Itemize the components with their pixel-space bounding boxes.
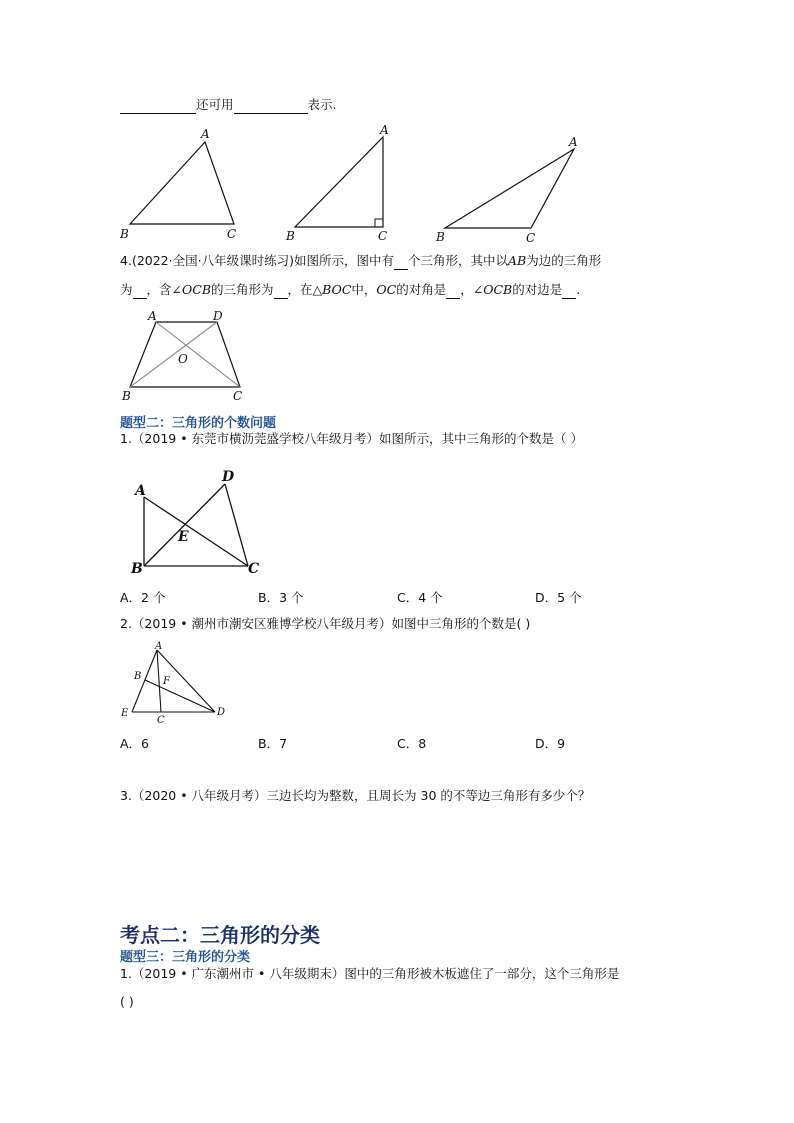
- option-a: A．6: [120, 736, 150, 751]
- label-d: D: [222, 469, 235, 485]
- label-a: A: [148, 309, 157, 323]
- label-c: C: [378, 229, 388, 243]
- label-b: B: [131, 561, 143, 577]
- option-b: B．7: [258, 736, 288, 751]
- q5-line2: ( ): [120, 994, 134, 1009]
- option-c: C．4 个: [397, 590, 443, 605]
- option-c: C．8: [397, 736, 427, 751]
- label-c: C: [233, 389, 243, 403]
- label-d: D: [213, 309, 223, 323]
- label-e: E: [178, 529, 189, 545]
- section-heading: 题型三：三角形的分类: [120, 950, 251, 965]
- q4-line2: 为 ，含∠OCB的三角形为 ，在△BOC中，OC的对角是 ，∠OCB的对边是 .: [120, 282, 581, 297]
- q5-line1: 1.（2019 • 广东潮州市 • 八年级期末）图中的三角形被木板遮住了一部分，这个三角形是: [120, 966, 620, 981]
- label-a: A: [155, 641, 163, 652]
- option-d: D．9: [535, 736, 566, 751]
- label-b: B: [436, 230, 445, 244]
- label-f: F: [163, 676, 170, 687]
- label-a: A: [135, 483, 146, 499]
- q3-text: 3.（2020 • 八年级月考）三边长均为整数，且周长为 30 的不等边三角形有多少个？: [120, 788, 591, 803]
- label-e: E: [121, 708, 129, 719]
- top-line: 还可用 表示.: [120, 96, 337, 114]
- option-d: D．5 个: [535, 590, 582, 605]
- q4-line1: 4.(2022·全国·八年级课时练习)如图所示，图中有 个三角形，其中以AB为边的三角形: [120, 253, 602, 268]
- label-a: A: [380, 123, 389, 137]
- q1-text: 1.（2019 • 东莞市横沥莞盛学校八年级月考）如图所示，其中三角形的个数是（ ）: [120, 431, 584, 446]
- label-a: A: [201, 127, 210, 141]
- label-c: C: [157, 715, 165, 726]
- option-a: A．2 个: [120, 590, 166, 605]
- label-c: C: [227, 227, 237, 241]
- option-b: B．3 个: [258, 590, 304, 605]
- label-b: B: [134, 671, 142, 682]
- kaodian-heading: 考点二：三角形的分类: [120, 923, 320, 947]
- label-c: C: [526, 231, 536, 245]
- label-b: B: [120, 227, 129, 241]
- section-heading: 题型二：三角形的个数问题: [120, 416, 277, 431]
- label-o: O: [178, 352, 188, 366]
- label-b: B: [286, 229, 295, 243]
- label-d: D: [217, 707, 226, 718]
- label-c: C: [248, 561, 260, 577]
- label-b: B: [122, 389, 131, 403]
- q2-text: 2.（2019 • 潮州市潮安区雅博学校八年级月考）如图中三角形的个数是( ): [120, 616, 531, 631]
- label-a: A: [569, 135, 578, 149]
